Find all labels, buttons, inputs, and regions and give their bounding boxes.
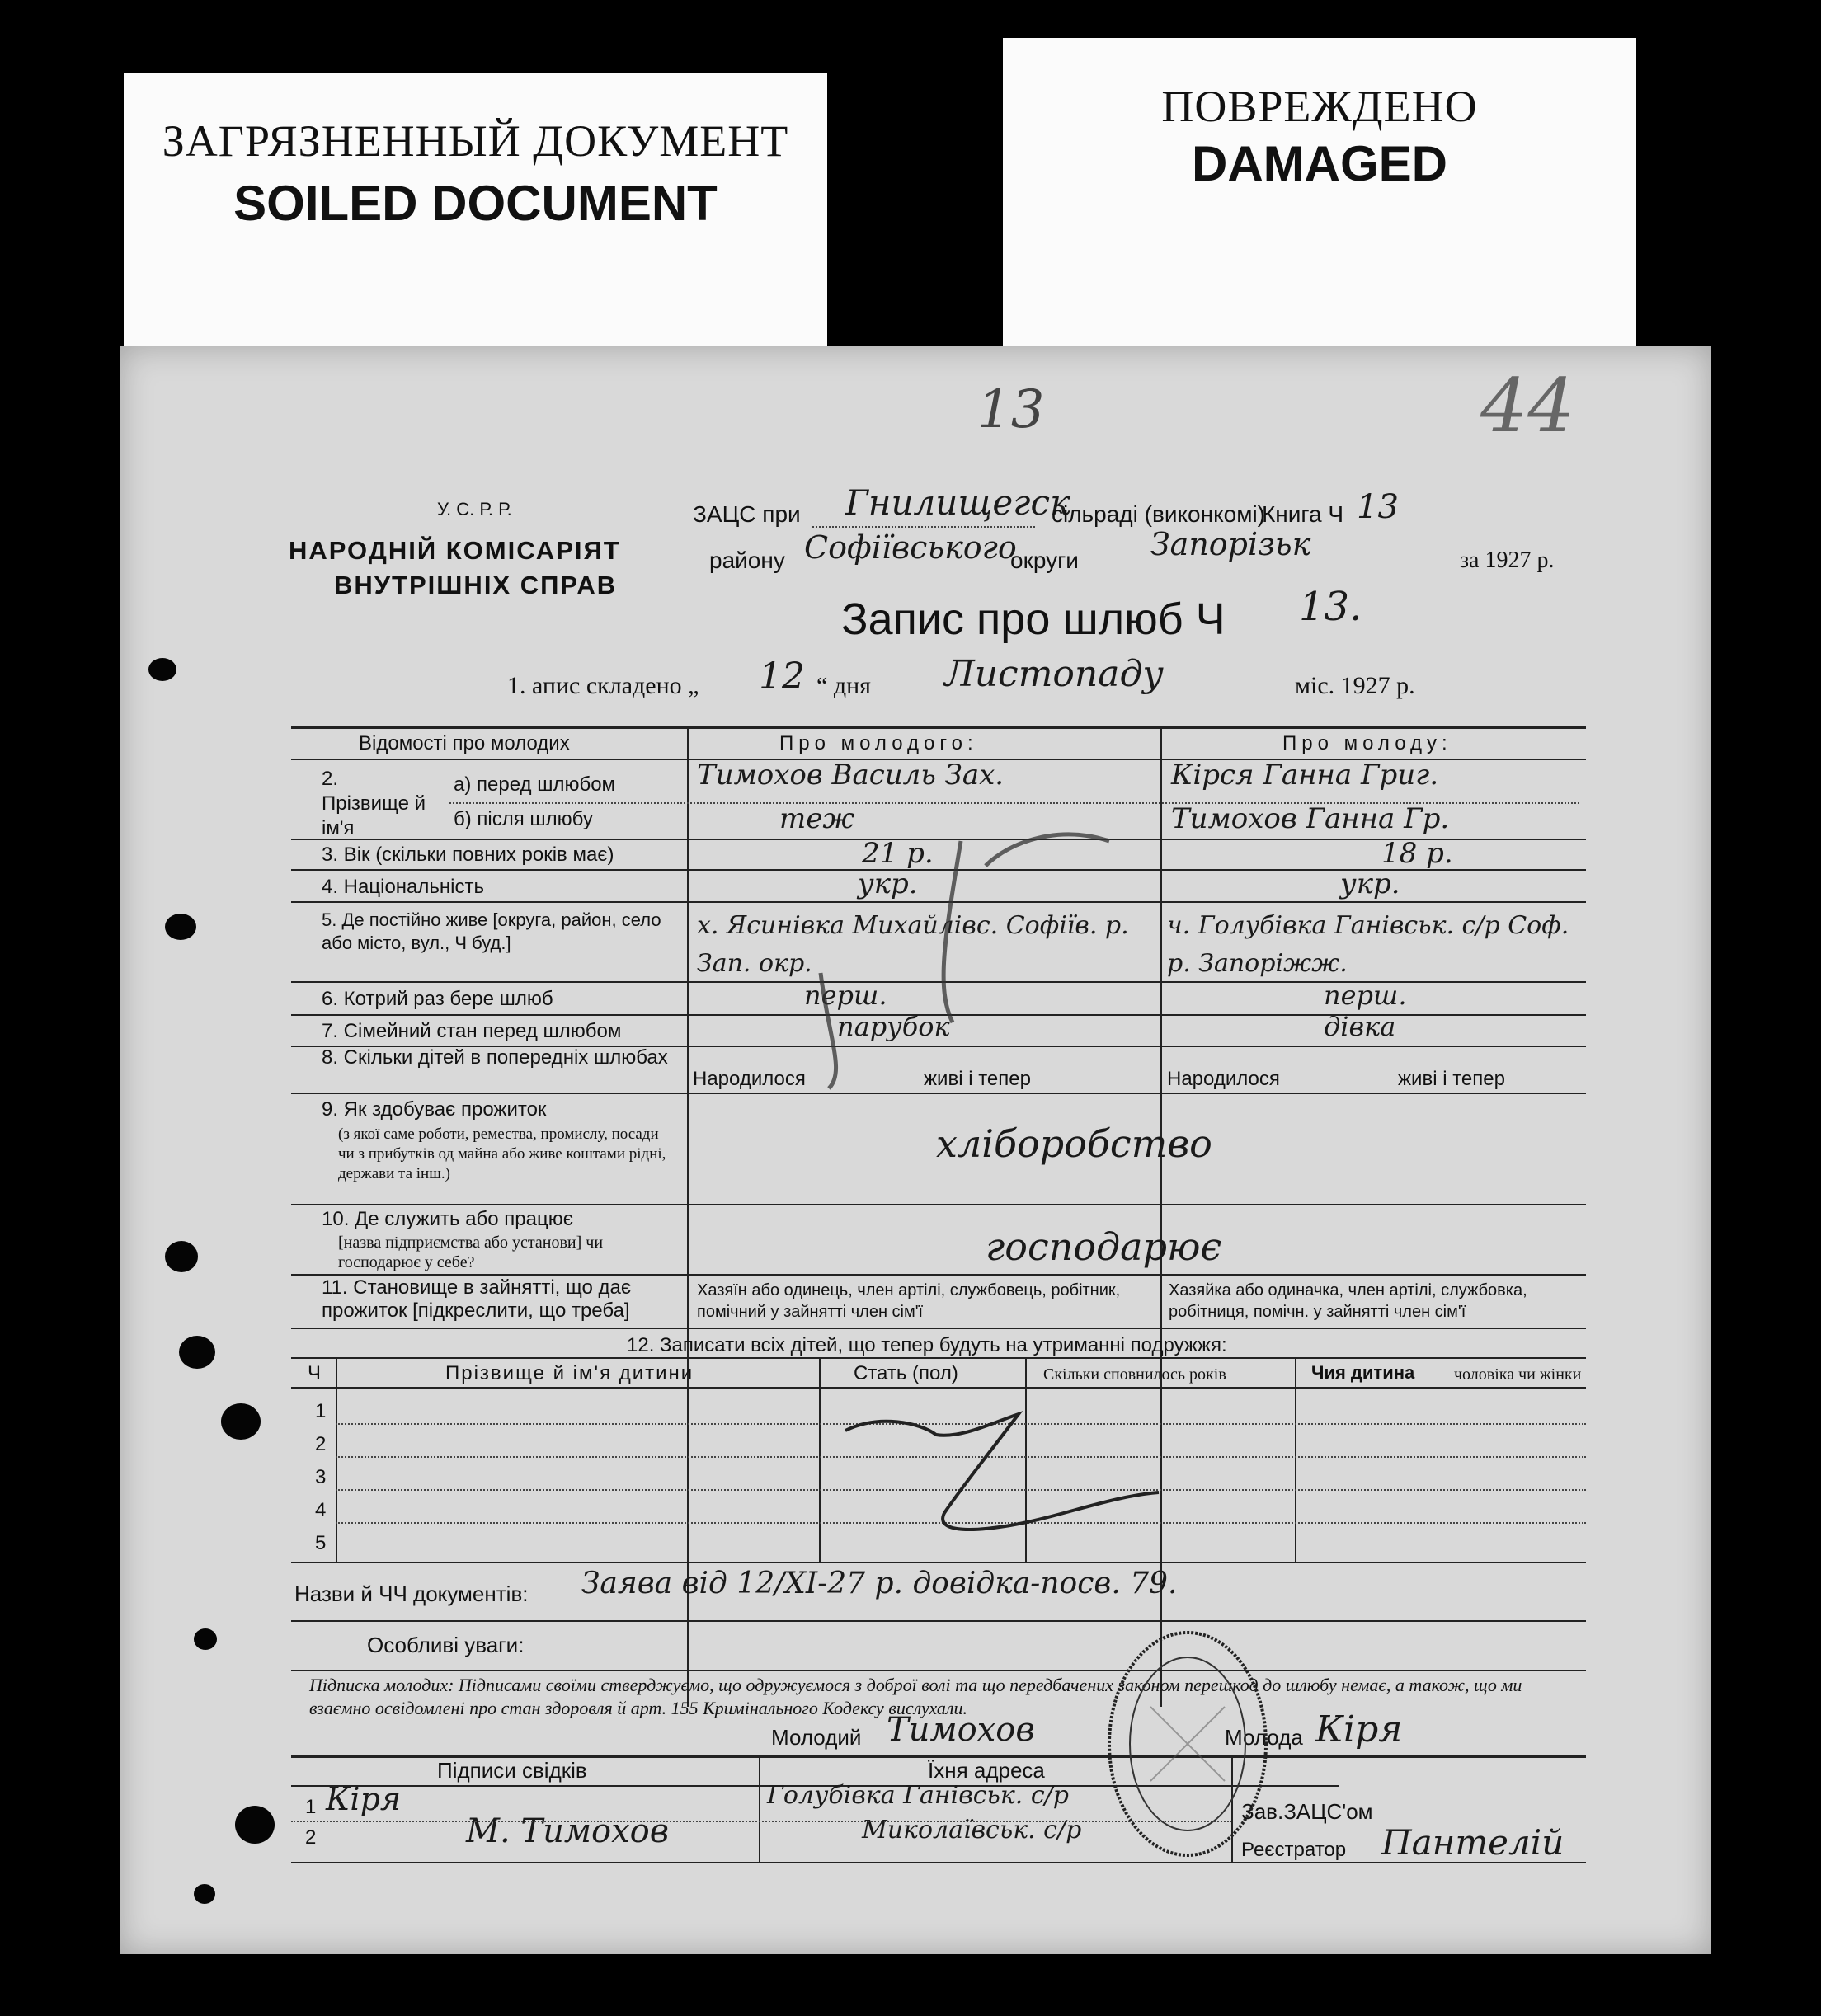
- binder-hole: [221, 1403, 261, 1440]
- groom-name-before: Тимохов Василь Зах.: [697, 759, 1005, 792]
- marriage-record-sheet: [120, 346, 1711, 1954]
- groom-residence: х. Ясинівка Михайлівс. Софіїв. р. Зап. окр.: [697, 911, 1129, 978]
- children-section-title: 12. Записати всіх дітей, що тепер будуть на утриманні подружжя:: [627, 1334, 1227, 1356]
- groom-children-alive-label: живі і тепер: [924, 1068, 1031, 1090]
- children-col-whose: Чия дитина: [1311, 1362, 1415, 1383]
- fill-line: [812, 526, 1035, 528]
- documents-value: Заява від 12/ХІ-27 р. довідка-посв. 79.: [581, 1567, 1178, 1600]
- damaged-label-ru: ПОВРЕЖДЕНО: [1161, 82, 1478, 131]
- row10-sublabel: [назва підприємства або установи] чи господарює у себе?: [338, 1234, 604, 1271]
- children-col-sex: Стать (пол): [854, 1362, 958, 1384]
- child-row-3: 3: [315, 1466, 327, 1488]
- children-strike-mark: [829, 1389, 1175, 1563]
- children-col-divider: [336, 1357, 337, 1563]
- witness-1-signature: Кіря: [326, 1781, 402, 1817]
- zags-head-label: Зав.ЗАЦС'ом: [1241, 1799, 1373, 1824]
- composed-day-label: “ дня: [816, 672, 871, 699]
- bride-name-before: Кірся Ганна Григ.: [1171, 759, 1439, 792]
- children-col-divider: [819, 1357, 821, 1563]
- soiled-label-en: SOILED DOCUMENT: [233, 176, 718, 231]
- child-row-1: 1: [315, 1400, 327, 1422]
- child-row-5: 5: [315, 1532, 327, 1554]
- children-col-divider: [1295, 1357, 1296, 1563]
- internal-affairs-title: ВНУТРІШНІХ СПРАВ: [334, 571, 618, 599]
- bride-residence: ч. Голубівка Ганівськ. с/р Соф. р. Запоріжж.: [1167, 911, 1569, 978]
- composed-day-hw: 12: [759, 656, 805, 698]
- bride-status: дівка: [1324, 1011, 1396, 1042]
- groom-age: 21 р.: [862, 837, 934, 870]
- row2a-label: а) перед шлюбом: [454, 773, 616, 796]
- witness-2-address: Миколаївськ. с/р: [862, 1816, 1082, 1844]
- soiled-document-label: [124, 73, 827, 369]
- record-number-hw: 13.: [1299, 584, 1362, 630]
- bride-name-after: Тимохов Ганна Гр.: [1171, 802, 1450, 835]
- signature-statement: Підписка молодих: Підписами своїми стверджуємо, що одружуємося з доброї волі та що передбачених законом перешкод до шлюбу немає, а також, що ми взаємно освідомлені про стан здоровля й арт. 155 Кримінального Кодексу вислухали.: [309, 1675, 1522, 1718]
- row2b-label: б) після шлюбу: [454, 808, 593, 830]
- bride-employment-options: Хазяйка або одиначка, член артілі, службовка, робітниця, помічн. у зайнятті член сім'ї: [1169, 1281, 1527, 1321]
- witness-2-signature: М. Тимохов: [466, 1812, 669, 1850]
- witness-col-divider: [759, 1755, 760, 1862]
- children-table-top: [291, 1357, 1586, 1359]
- book-hw: 13: [1357, 488, 1399, 526]
- row10-label: 10. Де служить або працює: [322, 1208, 573, 1230]
- children-col-age: Скільки сповнилось років: [1043, 1365, 1226, 1384]
- groom-signature: Тимохов: [887, 1711, 1035, 1749]
- table-col-divider: [687, 726, 689, 1707]
- binder-hole: [165, 914, 196, 940]
- binder-hole: [194, 1884, 215, 1904]
- work-value: господарює: [986, 1224, 1222, 1269]
- children-col-number: Ч: [308, 1362, 321, 1384]
- children-col-whose-sub: чоловіка чи жінки: [1454, 1365, 1582, 1384]
- bride-marriage-count: перш.: [1324, 980, 1407, 1011]
- children-col-name: Прізвище й ім'я дитини: [445, 1362, 694, 1384]
- groom-marriage-count: перш.: [804, 980, 887, 1011]
- damaged-label: [1003, 38, 1636, 368]
- damaged-label-en: DAMAGED: [1192, 136, 1447, 191]
- bride-age: 18 р.: [1381, 837, 1453, 870]
- witness-1-address: Голубівка Ганівськ. с/р: [767, 1781, 1069, 1810]
- record-title: Запис про шлюб Ч: [841, 594, 1226, 644]
- bride-signature: Кіря: [1315, 1708, 1403, 1750]
- official-seal: [1101, 1624, 1274, 1863]
- col-bride-header: Про молоду:: [1282, 732, 1452, 754]
- binder-hole: [235, 1806, 275, 1844]
- raion-hw: Софіївського: [804, 529, 1017, 566]
- bride-children-born-label: Народилося: [1167, 1068, 1280, 1090]
- okrugy-hw: Запорізьк: [1150, 526, 1311, 562]
- row3-label: 3. Вік (скільки повних років має): [322, 844, 614, 866]
- row7-label: 7. Сімейний стан перед шлюбом: [322, 1020, 622, 1042]
- groom-signature-label: Молодий: [771, 1725, 862, 1750]
- col-groom-header: Про молодого:: [779, 732, 978, 754]
- usrr-label: У. С. Р. Р.: [437, 499, 512, 519]
- bride-signature-label: Молода: [1225, 1725, 1303, 1750]
- row2-label: 2. Прізвище й ім'я: [322, 768, 426, 839]
- row9-label: 9. Як здобуває прожиток: [322, 1098, 547, 1121]
- documents-label: Назви й ЧЧ документів:: [294, 1581, 529, 1606]
- row8-label: 8. Скільки дітей в попередніх шлюбах: [322, 1046, 668, 1069]
- notes-label: Особливі уваги:: [367, 1633, 525, 1657]
- commissariat-title: НАРОДНІЙ КОМІСАРІЯТ: [289, 536, 621, 565]
- soiled-label-ru: ЗАГРЯЗНЕННЫЙ ДОКУМЕНТ: [162, 116, 789, 166]
- raion-label: району: [709, 547, 785, 573]
- groom-children-born-label: Народилося: [693, 1068, 806, 1090]
- witness-row-2: 2: [305, 1826, 317, 1849]
- composed-end-label: міс. 1927 р.: [1295, 672, 1415, 699]
- binder-hole: [148, 658, 176, 681]
- groom-status: парубок: [837, 1011, 950, 1042]
- bride-children-alive-label: живі і тепер: [1398, 1068, 1505, 1090]
- row5-label: 5. Де постійно живе [округа, район, село або місто, вул., Ч буд.]: [322, 909, 661, 953]
- archive-page-number: 44: [1480, 363, 1575, 449]
- bride-nationality: укр.: [1340, 867, 1400, 900]
- groom-nationality: укр.: [858, 867, 918, 900]
- selrada-label: сільраді (виконкомі): [1052, 501, 1265, 527]
- row-border: [291, 1204, 1586, 1205]
- pencil-scribble: [796, 808, 1192, 1105]
- row6-label: 6. Котрий раз бере шлюб: [322, 988, 553, 1010]
- witness-row-line: [291, 1821, 1231, 1822]
- book-label: Книга Ч: [1262, 501, 1344, 527]
- composed-month-hw: Листопаду: [944, 653, 1164, 695]
- zags-label: ЗАЦС при: [693, 501, 801, 527]
- child-row-2: 2: [315, 1433, 327, 1455]
- witness-row-1: 1: [305, 1796, 317, 1818]
- row11-label: 11. Становище в зайнятті, що дає прожиток [підкреслити, що треба]: [322, 1276, 632, 1322]
- binder-hole: [165, 1241, 198, 1272]
- top-mark: 13: [977, 379, 1045, 440]
- table-top-border: [291, 726, 1586, 729]
- registrar-label: Реєстратор: [1241, 1839, 1347, 1861]
- registrar-signature: Пантелій: [1381, 1822, 1565, 1863]
- witness-signatures-header: Підписи свідків: [437, 1758, 587, 1783]
- child-row-4: 4: [315, 1499, 327, 1521]
- groom-name-after: теж: [779, 802, 855, 835]
- groom-employment-options: Хазяїн або одинець, член артілі, службовець, робітник, помічний у зайнятті член сім'ї: [697, 1281, 1121, 1321]
- binder-hole: [194, 1628, 217, 1650]
- year-label: за 1927 р.: [1460, 547, 1555, 573]
- zags-hw: Гнилищегск: [845, 482, 1071, 523]
- composed-label: 1. апис складено „: [507, 672, 699, 699]
- children-table-header-border: [291, 1387, 1586, 1389]
- row4-label: 4. Національність: [322, 876, 484, 898]
- documents-border: [291, 1620, 1586, 1622]
- livelihood-value: хліборобство: [936, 1121, 1212, 1166]
- notes-border: [291, 1670, 1586, 1671]
- row-border: [291, 1328, 1586, 1329]
- row9-sublabel: (з якої саме роботи, ремества, промислу, посади чи з прибутків од майна або живе коштами рідні, держави та інш.): [338, 1125, 666, 1182]
- okrugy-label: округи: [1010, 547, 1079, 573]
- col-info-header: Відомості про молодих: [359, 732, 570, 754]
- binder-hole: [179, 1336, 215, 1369]
- row-border: [291, 1274, 1586, 1276]
- witness-address-header: Їхня адреса: [928, 1758, 1045, 1783]
